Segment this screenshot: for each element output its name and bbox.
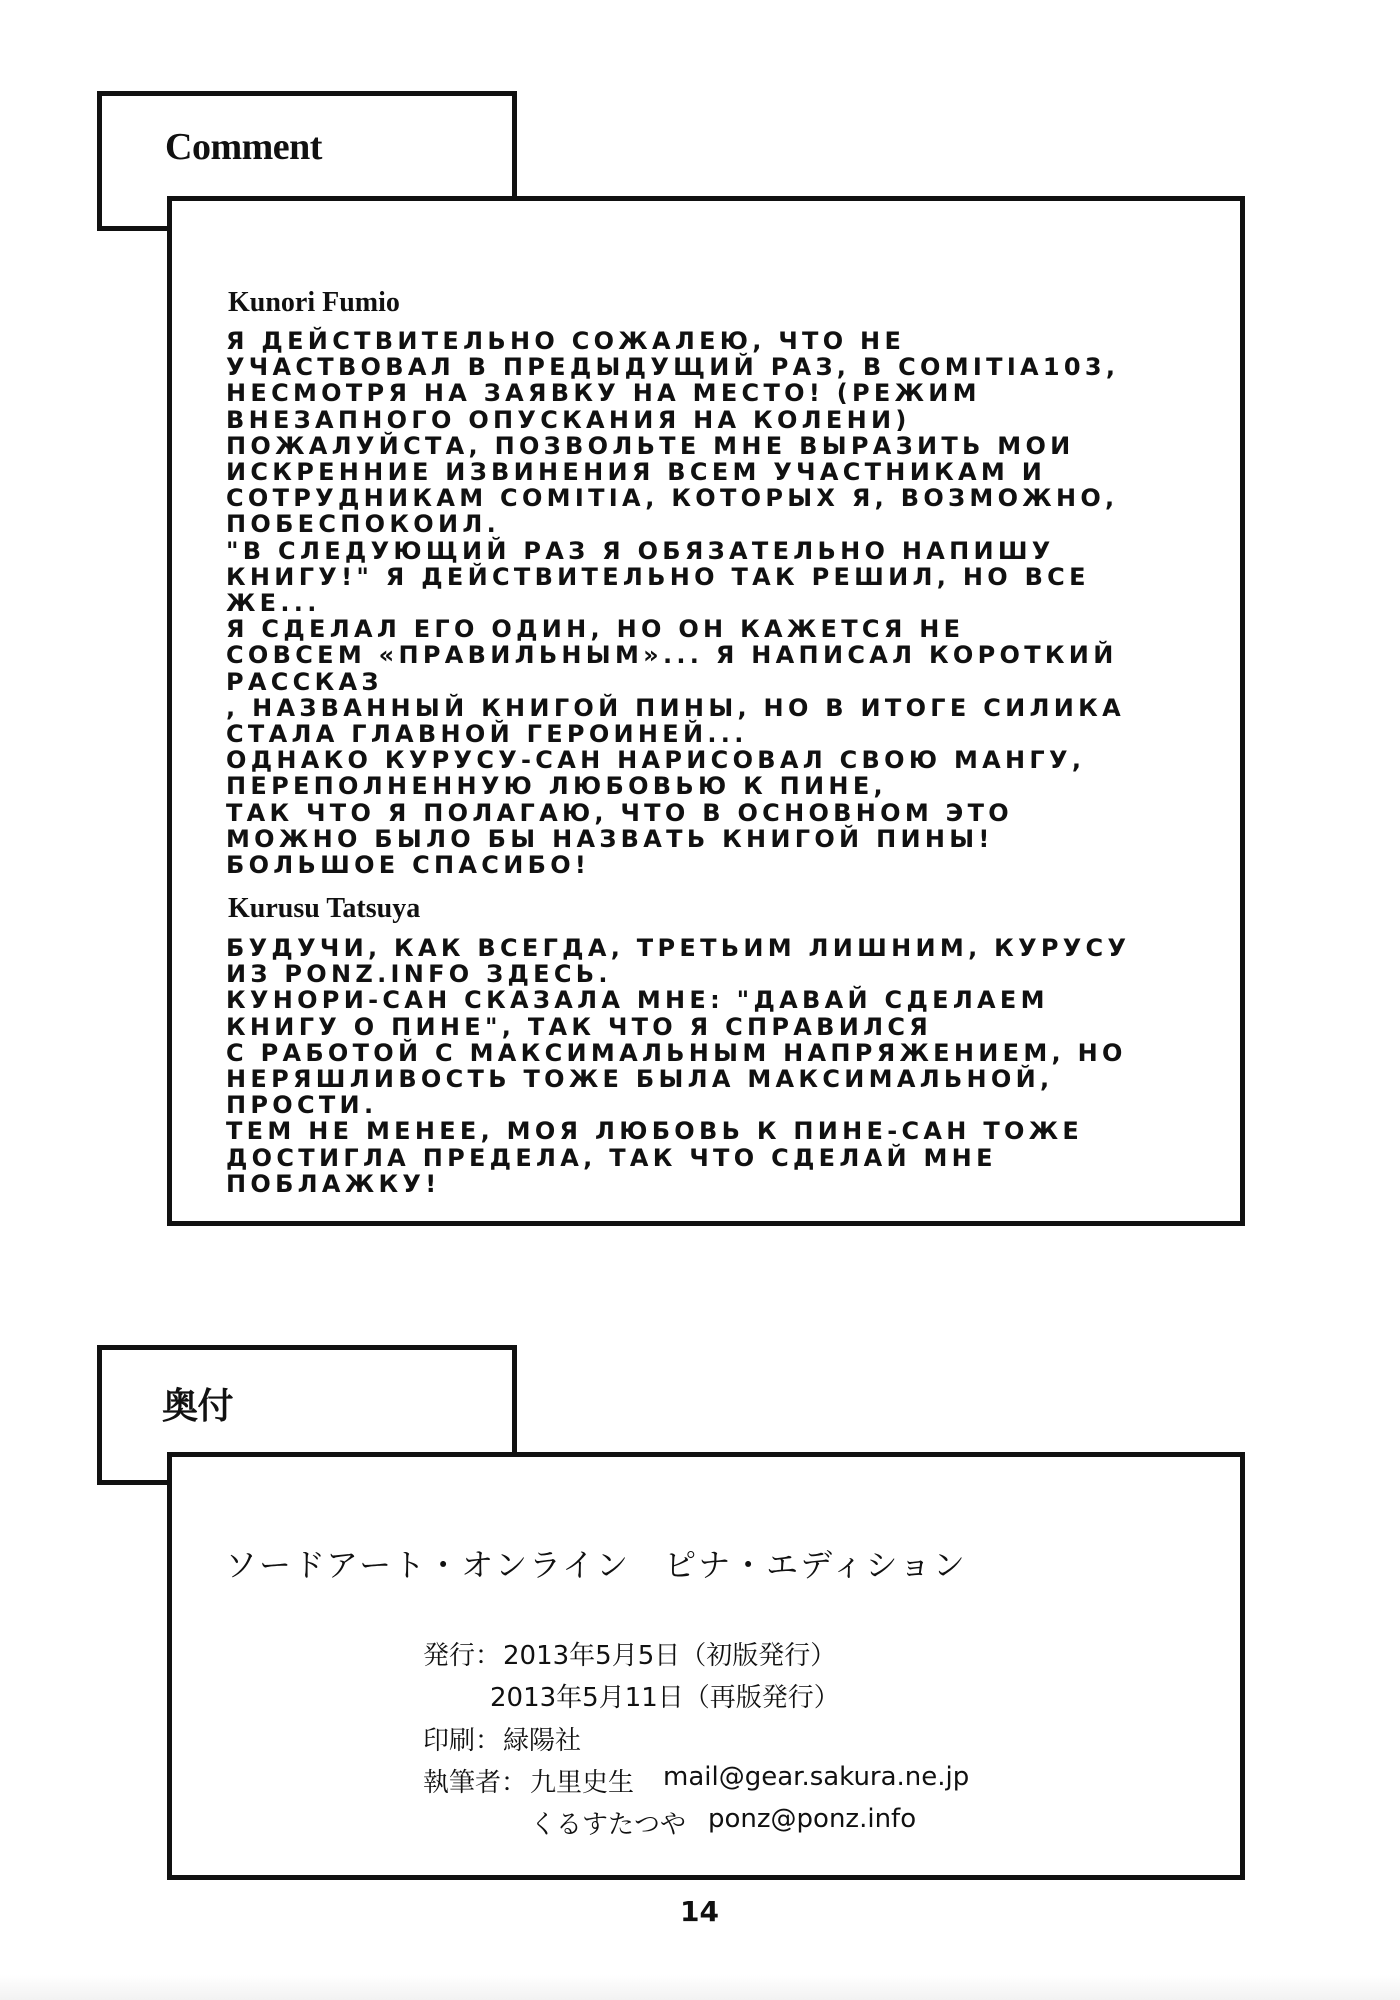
comment-line: ПОЖАЛУЙСТА, ПОЗВОЛЬТЕ МНЕ ВЫРАЗИТЬ МОИ [226,431,1075,460]
kunori-comment-text [226,328,1125,878]
comment-line: СТАЛА ГЛАВНОЙ ГЕРОИНЕЙ... [226,720,748,749]
book-title: ソードアート・オンライン ピナ・エディション [225,1546,967,1584]
comment-line: ВНЕЗАПНОГО ОПУСКАНИЯ НА КОЛЕНИ) [226,405,911,434]
comment-line: Я ДЕЙСТВИТЕЛЬНО СОЖАЛЕЮ, ЧТО НЕ [226,327,906,355]
comment-line: ТЕМ НЕ МЕНЕЕ, МОЯ ЛЮБОВЬ К ПИНЕ-САН ТОЖЕ [226,1117,1084,1146]
page-number: 14 [680,1895,719,1928]
kurusu-comment-text [226,935,1130,1197]
comment-line: НЕСМОТРЯ НА ЗАЯВКУ НА МЕСТО! (РЕЖИМ [226,379,981,408]
printer-name: 緑陽社 [503,1726,582,1756]
comment-line: РАССКАЗ [226,667,383,696]
comment-line: ИСКРЕННИЕ ИЗВИНЕНИЯ ВСЕМ УЧАСТНИКАМ И [226,458,1047,487]
comment-line: ПОБЛАЖКУ! [226,1169,441,1198]
comment-line: Я СДЕЛАЛ ЕГО ОДИН, НО ОН КАЖЕТСЯ НЕ [226,615,965,644]
comment-line: ПОБЕСПОКОИЛ. [226,510,501,539]
comment-line: ДОСТИГЛА ПРЕДЕЛА, ТАК ЧТО СДЕЛАЙ МНЕ [226,1143,997,1172]
comment-line: БУДУЧИ, КАК ВСЕГДА, ТРЕТЬИМ ЛИШНИМ, КУРУСУ [226,934,1131,962]
comment-line: ИЗ PONZ.INFO ЗДЕСЬ. [226,960,612,989]
authors-label: 執筆者： [423,1768,528,1798]
comment-line: ТАК ЧТО Я ПОЛАГАЮ, ЧТО В ОСНОВНОМ ЭТО [226,798,1013,827]
colophon-heading-frame-overlap [97,1345,517,1485]
comment-line: , НАЗВАННЫЙ КНИГОЙ ПИНЫ, НО В ИТОГЕ СИЛИКА [226,693,1125,722]
comment-line: БОЛЬШОЕ СПАСИБО! [226,851,591,880]
scan-edge-shadow [0,1975,1400,2000]
comment-line: ПРОСТИ. [226,1091,378,1120]
comment-heading: Comment [165,126,322,168]
comment-line: ЖЕ... [226,589,321,618]
comment-line: СОТРУДНИКАМ COMITIA, КОТОРЫХ Я, ВОЗМОЖНО, [226,484,1119,513]
issued-label: 発行： [423,1641,502,1671]
comment-line: КНИГУ О ПИНЕ", ТАК ЧТО Я СПРАВИЛСЯ [226,1012,933,1041]
comment-line: УЧАСТВОВАЛ В ПРЕДЫДУЩИЙ РАЗ, В COMITIA103, [226,353,1120,382]
author2-email[interactable]: ponz@ponz.info [708,1804,917,1834]
author2-name: くるすたつや [530,1810,687,1840]
author-name-kurusu: Kurusu Tatsuya [228,893,421,924]
comment-line: КНИГУ!" Я ДЕЙСТВИТЕЛЬНО ТАК РЕШИЛ, НО ВСЕ [226,562,1090,591]
comment-line: "В СЛЕДУЮЩИЙ РАЗ Я ОБЯЗАТЕЛЬНО НАПИШУ [226,536,1055,565]
comment-line: КУНОРИ-САН СКАЗАЛА МНЕ: "ДАВАЙ СДЕЛАЕМ [226,986,1049,1015]
comment-line: ОДНАКО КУРУСУ-САН НАРИСОВАЛ СВОЮ МАНГУ, [226,746,1086,775]
comment-line: ПЕРЕПОЛНЕННУЮ ЛЮБОВЬЮ К ПИНЕ, [226,772,887,801]
printer-label: 印刷： [423,1726,502,1756]
issued-second-date: 2013年5月11日（再版発行） [490,1683,840,1713]
comment-line: НЕРЯШЛИВОСТЬ ТОЖЕ БЫЛА МАКСИМАЛЬНОЙ, [226,1065,1054,1094]
author1-email[interactable]: mail@gear.sakura.ne.jp [663,1762,970,1792]
issued-first-date: 2013年5月5日（初版発行） [503,1641,837,1671]
comment-line: С РАБОТОЙ С МАКСИМАЛЬНЫМ НАПРЯЖЕНИЕМ, НО [226,1038,1127,1067]
comment-line: СОВСЕМ «ПРАВИЛЬНЫМ»... Я НАПИСАЛ КОРОТКИЙ [226,641,1118,670]
colophon-heading: 奥付 [162,1386,234,1427]
author-name-kunori: Kunori Fumio [228,287,400,318]
author1-name: 九里史生 [530,1768,635,1798]
comment-line: МОЖНО БЫЛО БЫ НАЗВАТЬ КНИГОЙ ПИНЫ! [226,824,994,853]
